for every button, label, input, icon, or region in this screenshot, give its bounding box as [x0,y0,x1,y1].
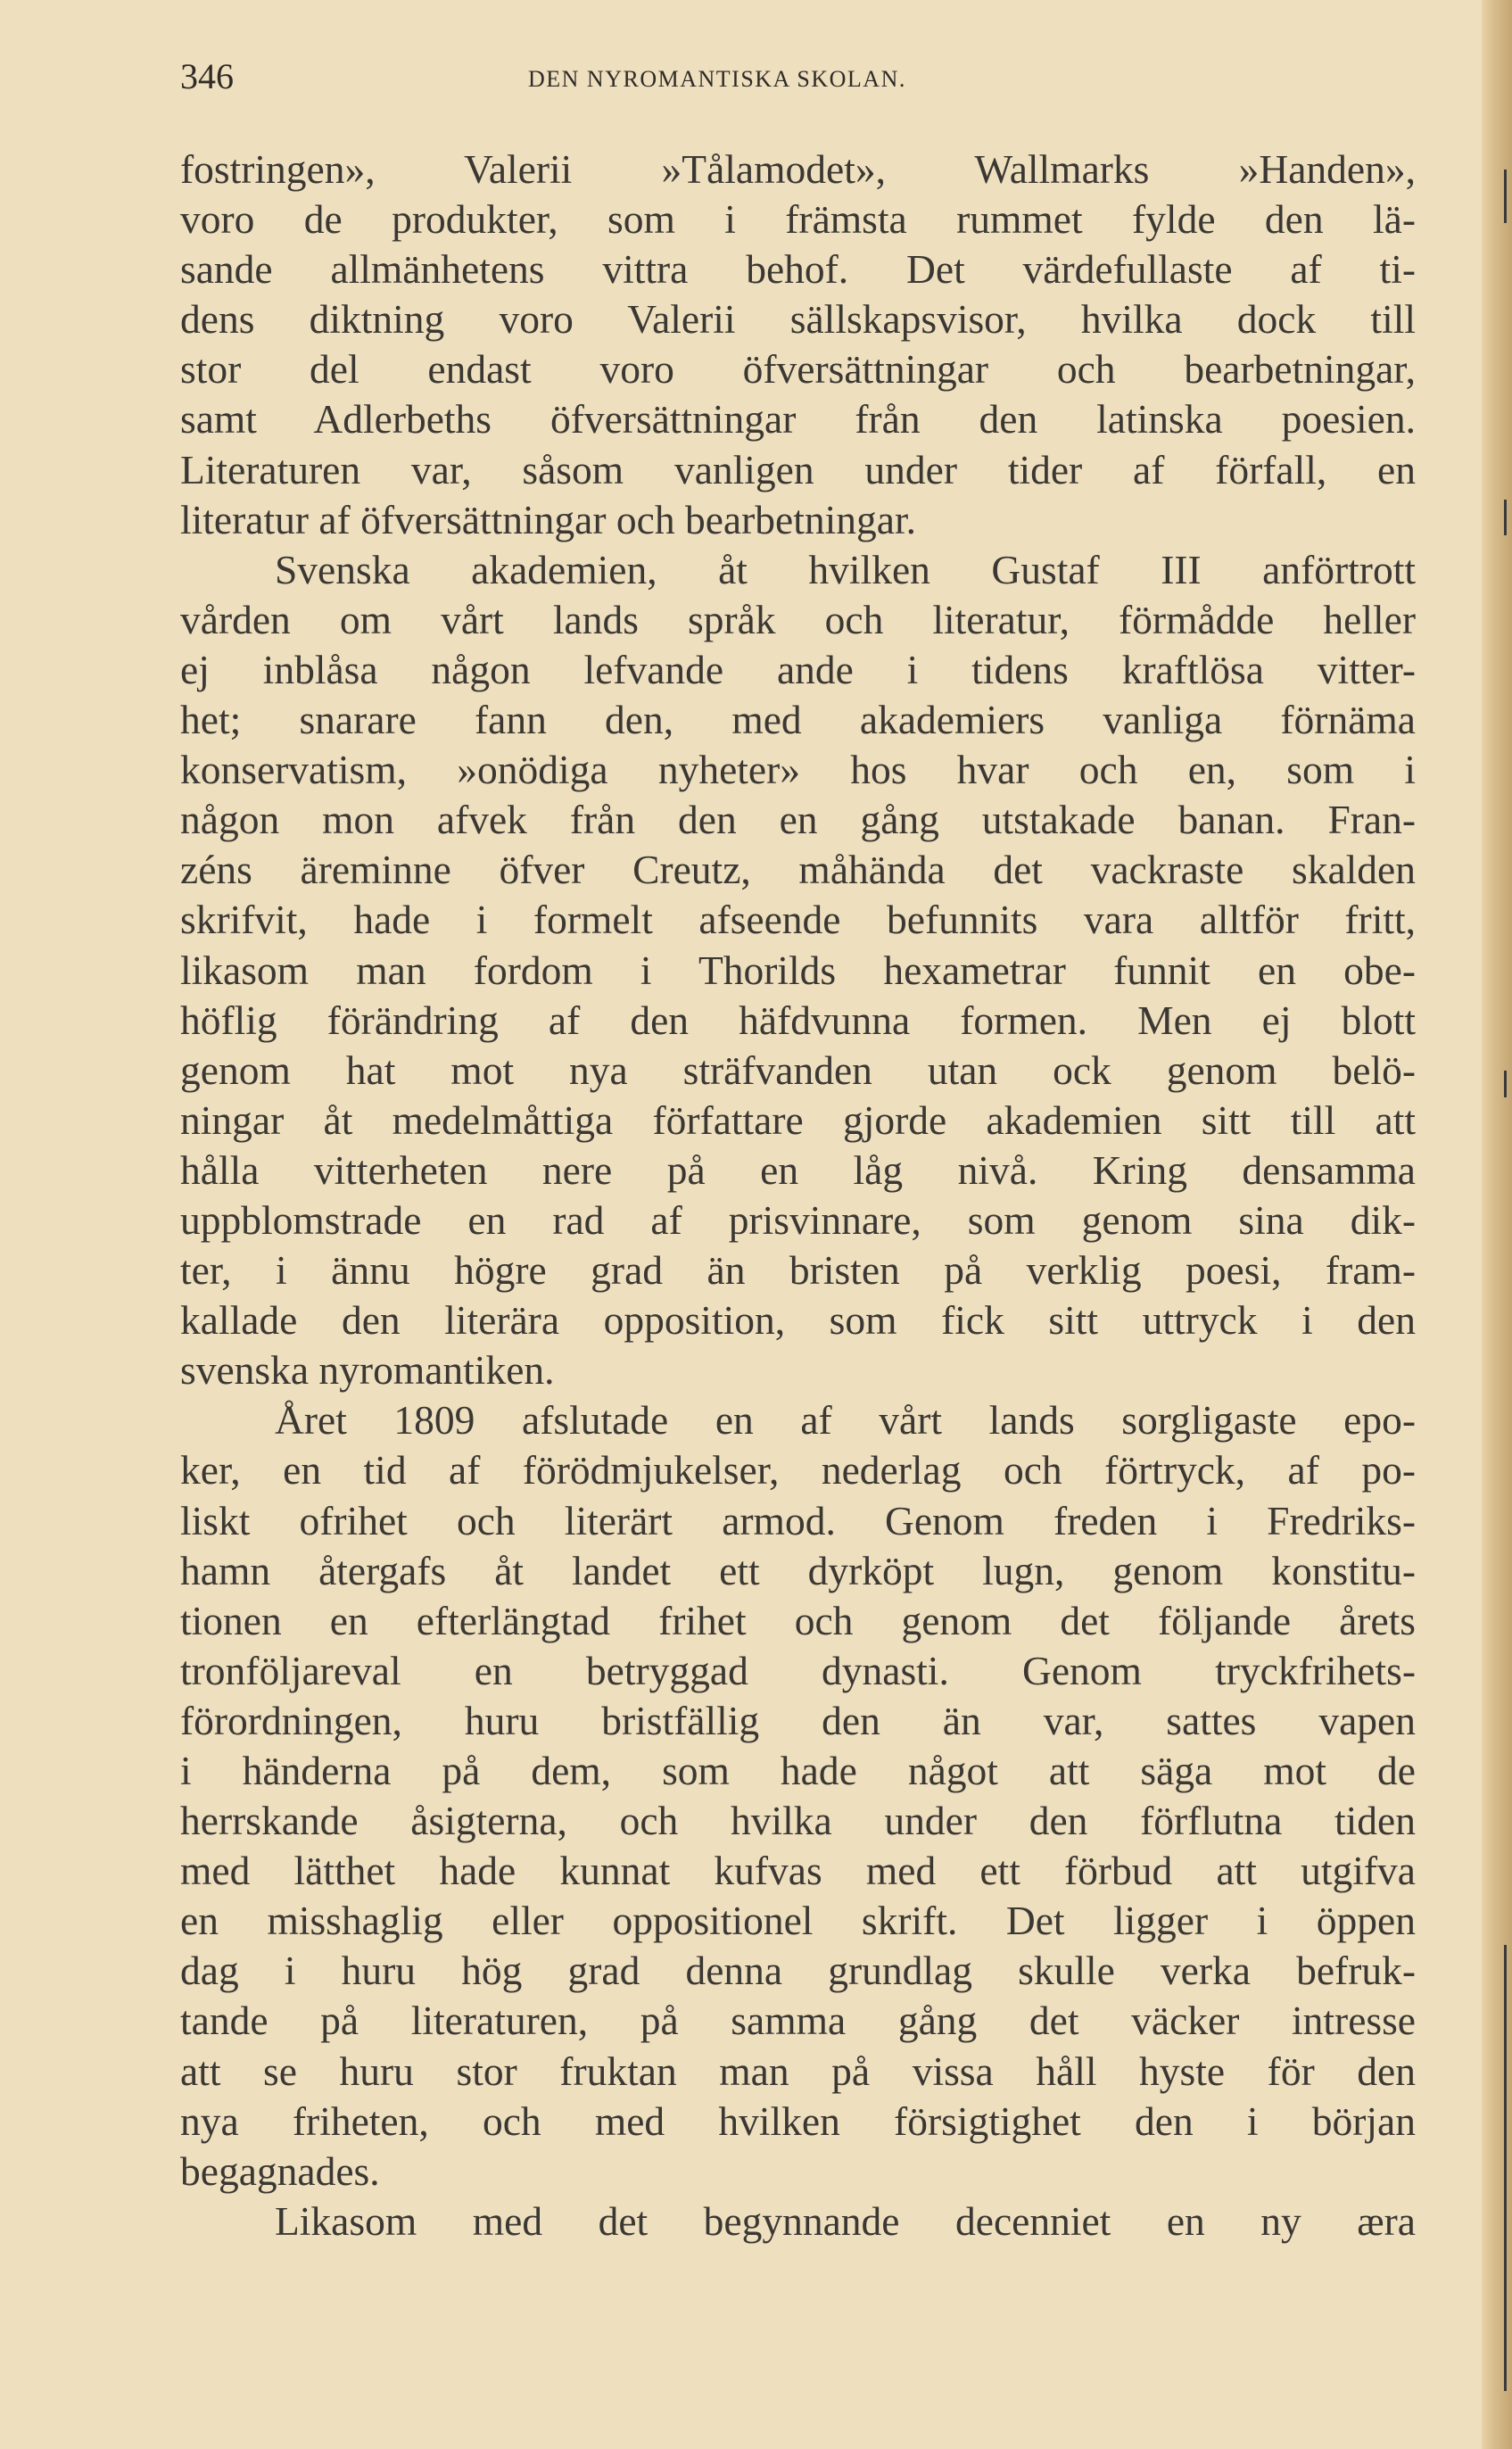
text-line: dag i huru hög grad denna grundlag skulle verka befruk- [180,1948,1416,1994]
text-line: kallade den literära opposition, som fick sitt uttryck i den [180,1297,1416,1344]
text-line: med lätthet hade kunnat kufvas med ett förbud att utgifva [180,1848,1416,1894]
text-line: konservatism, »onödiga nyheter» hos hvar och en, som i [180,747,1416,793]
text-line: tionen en efterlängtad frihet och genom det följande årets [180,1597,1416,1643]
text-line: dens diktning voro Valerii sällskapsvisor, hvilka dock till [180,296,1416,343]
page-number: 346 [180,56,234,96]
text-line: skrifvit, hade i formelt afseende befunnits vara alltför fritt, [180,897,1416,943]
text-line: höflig förändring af den häfdvunna formen. Men ej blott [180,997,1416,1043]
text-line: samt Adlerbeths öfversättningar från den latinska poesien. [180,396,1416,443]
text-line: uppblomstrade en rad af prisvinnare, som genom sina dik- [180,1196,1416,1243]
page-edge-mark [1504,1071,1507,1097]
text-line: i händerna på dem, som hade något att säga mot de [180,1748,1416,1793]
text-line: att se huru stor fruktan man på vissa håll hyste för den [180,2048,1416,2094]
text-line: het; snarare fann den, med akademiers vanliga förnäma [180,697,1416,743]
running-title: DEN NYROMANTISKA SKOLAN. [528,66,906,92]
text-line: voro de produkter, som i främsta rummet fylde den lä- [180,196,1416,243]
body-text [180,145,1416,2246]
page-edge-mark [1504,170,1507,223]
text-line: hamn återgafs åt landet ett dyrköpt lugn, genom konstitu- [180,1547,1416,1593]
text-line: Svenska akademien, åt hvilken Gustaf III anförtrott [275,546,1416,592]
text-line: ningar åt medelmåttiga författare gjorde akademien sitt till att [180,1096,1416,1143]
text-line: begagnades. [180,2147,380,2194]
text-line: svenska nyromantiken. [180,1347,555,1394]
text-line: Literaturen var, såsom vanligen under tider af förfall, en [180,446,1416,492]
page-edge-mark [1504,1945,1507,2391]
text-line: ej inblåsa någon lefvande ande i tidens kraftlösa vitter- [180,646,1416,692]
text-line: hålla vitterheten nere på en låg nivå. Kring densamma [180,1146,1416,1193]
text-line: fostringen», Valerii »Tålamodet», Wallmarks »Handen», [180,146,1416,192]
text-line: zéns äreminne öfver Creutz, måhända det vackraste skalden [180,847,1416,893]
text-line: herrskande åsigterna, och hvilka under den förflutna tiden [180,1798,1416,1844]
text-line: likasom man fordom i Thorilds hexametrar funnit en obe- [180,947,1416,993]
page-header [180,55,1416,102]
text-line: en misshaglig eller oppositionel skrift. Det ligger i öppen [180,1898,1416,1944]
text-line: vården om vårt lands språk och literatur, förmådde heller [180,596,1416,642]
text-line: tronföljareval en betryggad dynasti. Genom tryckfrihets- [180,1647,1416,1693]
text-line: någon mon afvek från den en gång utstakade banan. Fran- [180,797,1416,843]
text-line: literatur af öfversättningar och bearbetningar. [180,496,916,542]
text-line: förordningen, huru bristfällig den än var, sattes vapen [180,1697,1416,1743]
text-line: liskt ofrihet och literärt armod. Genom freden i Fredriks- [180,1497,1416,1543]
page-edge [1482,0,1512,2449]
text-line: ker, en tid af förödmjukelser, nederlag och förtryck, af po- [180,1447,1416,1493]
text-line: stor del endast voro öfversättningar och bearbetningar, [180,346,1416,393]
text-line: Likasom med det begynnande decenniet en ny æra [275,2197,1416,2244]
text-line: sande allmänhetens vittra behof. Det värdefullaste af ti- [180,246,1416,293]
text-line: nya friheten, och med hvilken försigtighet den i början [180,2097,1416,2144]
text-line: Året 1809 afslutade en af vårt lands sorgligaste epo- [275,1397,1416,1444]
page-edge-mark [1504,500,1507,535]
text-line: tande på literaturen, på samma gång det väcker intresse [180,1998,1416,2044]
text-line: genom hat mot nya sträfvanden utan ock genom belö- [180,1047,1416,1093]
text-line: ter, i ännu högre grad än bristen på verklig poesi, fram- [180,1247,1416,1294]
